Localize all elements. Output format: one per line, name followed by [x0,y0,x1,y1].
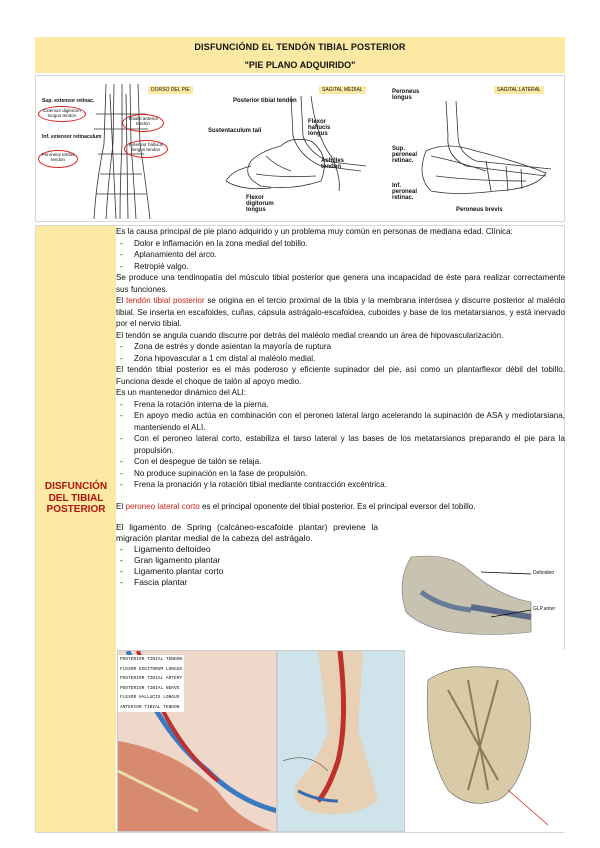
anatomy-label: POSTERIOR TIBIAL ARTERY [118,674,184,684]
list-item: - Gran ligamento plantar [120,555,221,565]
peroneus-paragraph: El peroneo lateral corto es el principal oponente del tibial posterior. Es el principal eversor del tobillo. [116,501,476,511]
angulation-paragraph: El tendón se angula cuando discurre por detrás del maléolo medial creando un área de hipovascularización. [116,330,504,340]
list-item: - Con el peroneo lateral corto, estabiliza el tarso lateral y las bases de los metatarsianos preparando el pie para la propulsión. [120,434,565,455]
label-achilles: Achilles tendon [321,158,345,170]
spring-paragraph: El ligamento de Spring (calcáneo-escafoide plantar) previene la migración plantar medial de la cabeza del astrágalo. [116,522,378,543]
title-banner [35,37,565,73]
label-peroneus-tertius: Peroneus tertius tendon [38,150,78,168]
label-extensor-digitorum: Extensor digitorum longus tendon [38,106,86,122]
caption-lateral: SAGITAL LATERAL [494,86,544,94]
anatomy-illustration [117,650,277,832]
sidebar-title: DISFUNCIÓN DEL TIBIAL POSTERIOR [44,481,108,515]
caption-dorsal: DORSO DEL PIE [148,86,193,94]
list-item: - No produce supinación en la fase de propulsión. [120,468,308,478]
anatomy-label-list [118,655,184,712]
ligament-illustration [408,650,565,832]
caption-medial: SAGITAL MEDIAL [319,86,366,94]
anatomy-label: POSTERIOR TIBIAL TENDON [118,655,184,665]
label-glp-anter: GLP.anter [533,606,556,612]
label-peroneus-brevis: Peroneus brevis [456,207,503,213]
ligament-photo [381,552,563,652]
tendon-illustration [277,650,405,832]
sidebar-cell [36,226,116,832]
anatomy-label: POSTERIOR TIBIAL NERVE [118,684,184,694]
main-table [35,225,565,833]
label-sup-peroneal: Sup. peroneal retinac. [392,146,418,164]
label-sup-extensor: Sup. extensor retinac. [42,98,95,104]
anatomy-label: FLEXOR HALLUCIS LONGUS [118,693,184,703]
list-item: - Frena la pronación y la rotación tibial mediante contracción excéntrica. [120,480,387,489]
tendinopathy-paragraph: Se produce una tendinopatía del músculo tibial posterior que genera una incapacidad de éste para realizar correctamente sus funciones. [116,273,565,294]
anatomy-label: ANTERIOR TIBIAL TENDON [118,703,184,713]
label-inf-peroneal: Inf. peroneal retinac. [392,183,418,201]
list-item: - Con el despegue de talón se relaja. [120,457,262,466]
label-extensor-hallucis: Extensor hallucis longus tendon [124,140,168,158]
list-item: - Fascia plantar [120,577,188,587]
intro-paragraph: Es la causa principal de pie plano adquirido y un problema muy común en personas de mediana edad. Clínica: [116,227,513,236]
list-item: - Aplanamiento del arco. [120,250,217,259]
list-item: - Frena la rotación interna de la pierna. [120,399,269,409]
page-subtitle: "PIE PLANO ADQUIRIDO" [244,60,356,70]
label-flexor-hallucis: Flexor hallucis longus [308,119,331,137]
list-item: - Zona hipovascular a 1 cm distal al maléolo medial. [120,353,316,363]
ali-paragraph: Es un mantenedor dinámico del ALI: [116,388,247,397]
list-item: - Ligamento plantar corto [120,566,224,576]
label-inf-extensor: Inf. extensor retinaculum [42,134,102,140]
anatomy-label: FLEXOR DIGITORUM LONGUS [118,665,184,675]
list-item: - Ligamento deltoideo [120,544,211,554]
list-item: - Dolor e inflamación en la zona medial del tobillo. [120,238,308,248]
label-deltoideo: Deltoideo [533,570,555,576]
figure-row [35,75,565,222]
label-peroneus-longus: Peroneus longus [392,89,420,101]
page-title: DISFUNCIÓND EL TENDÓN TIBIAL POSTERIOR [194,42,406,52]
label-tibialis-anterior: Tibialis anterior tendon [122,114,164,132]
origin-paragraph: El tendón tibial posterior se origina en el tercio proximal de la tibia y la membrana interósea y discurre posterior al maléolo tibial. Se inserta en escafoides, cuñas, cápsula astrágalo-escafoidea, cuboides y base de los metatarsianos, y está inervado por el nervio tibial. [116,296,566,328]
label-sustentaculum: Sustentaculum tali [208,128,262,134]
list-item: - En apoyo medio actúa en combinación con el peroneo lateral largo acelerando la supinación de ASA y mediotarsiana, manteniendo el ALI. [120,411,565,432]
label-flexor-digitorum: Flexor digitorum longus [246,195,274,213]
function-paragraph: El tendón tibial posterior es el más poderoso y eficiente supinador del pie, así como un plantarflexor débil del tobillo. Funciona desde el choque de talón al apoyo medio. [116,365,565,386]
list-item: - Retropié valgo. [120,261,189,271]
list-item: - Zona de estrés y donde asientan la mayoría de ruptura [120,342,332,351]
label-posterior-tibial: Posterior tibial tendon [233,98,297,104]
medial-foot-drawing [221,96,371,201]
